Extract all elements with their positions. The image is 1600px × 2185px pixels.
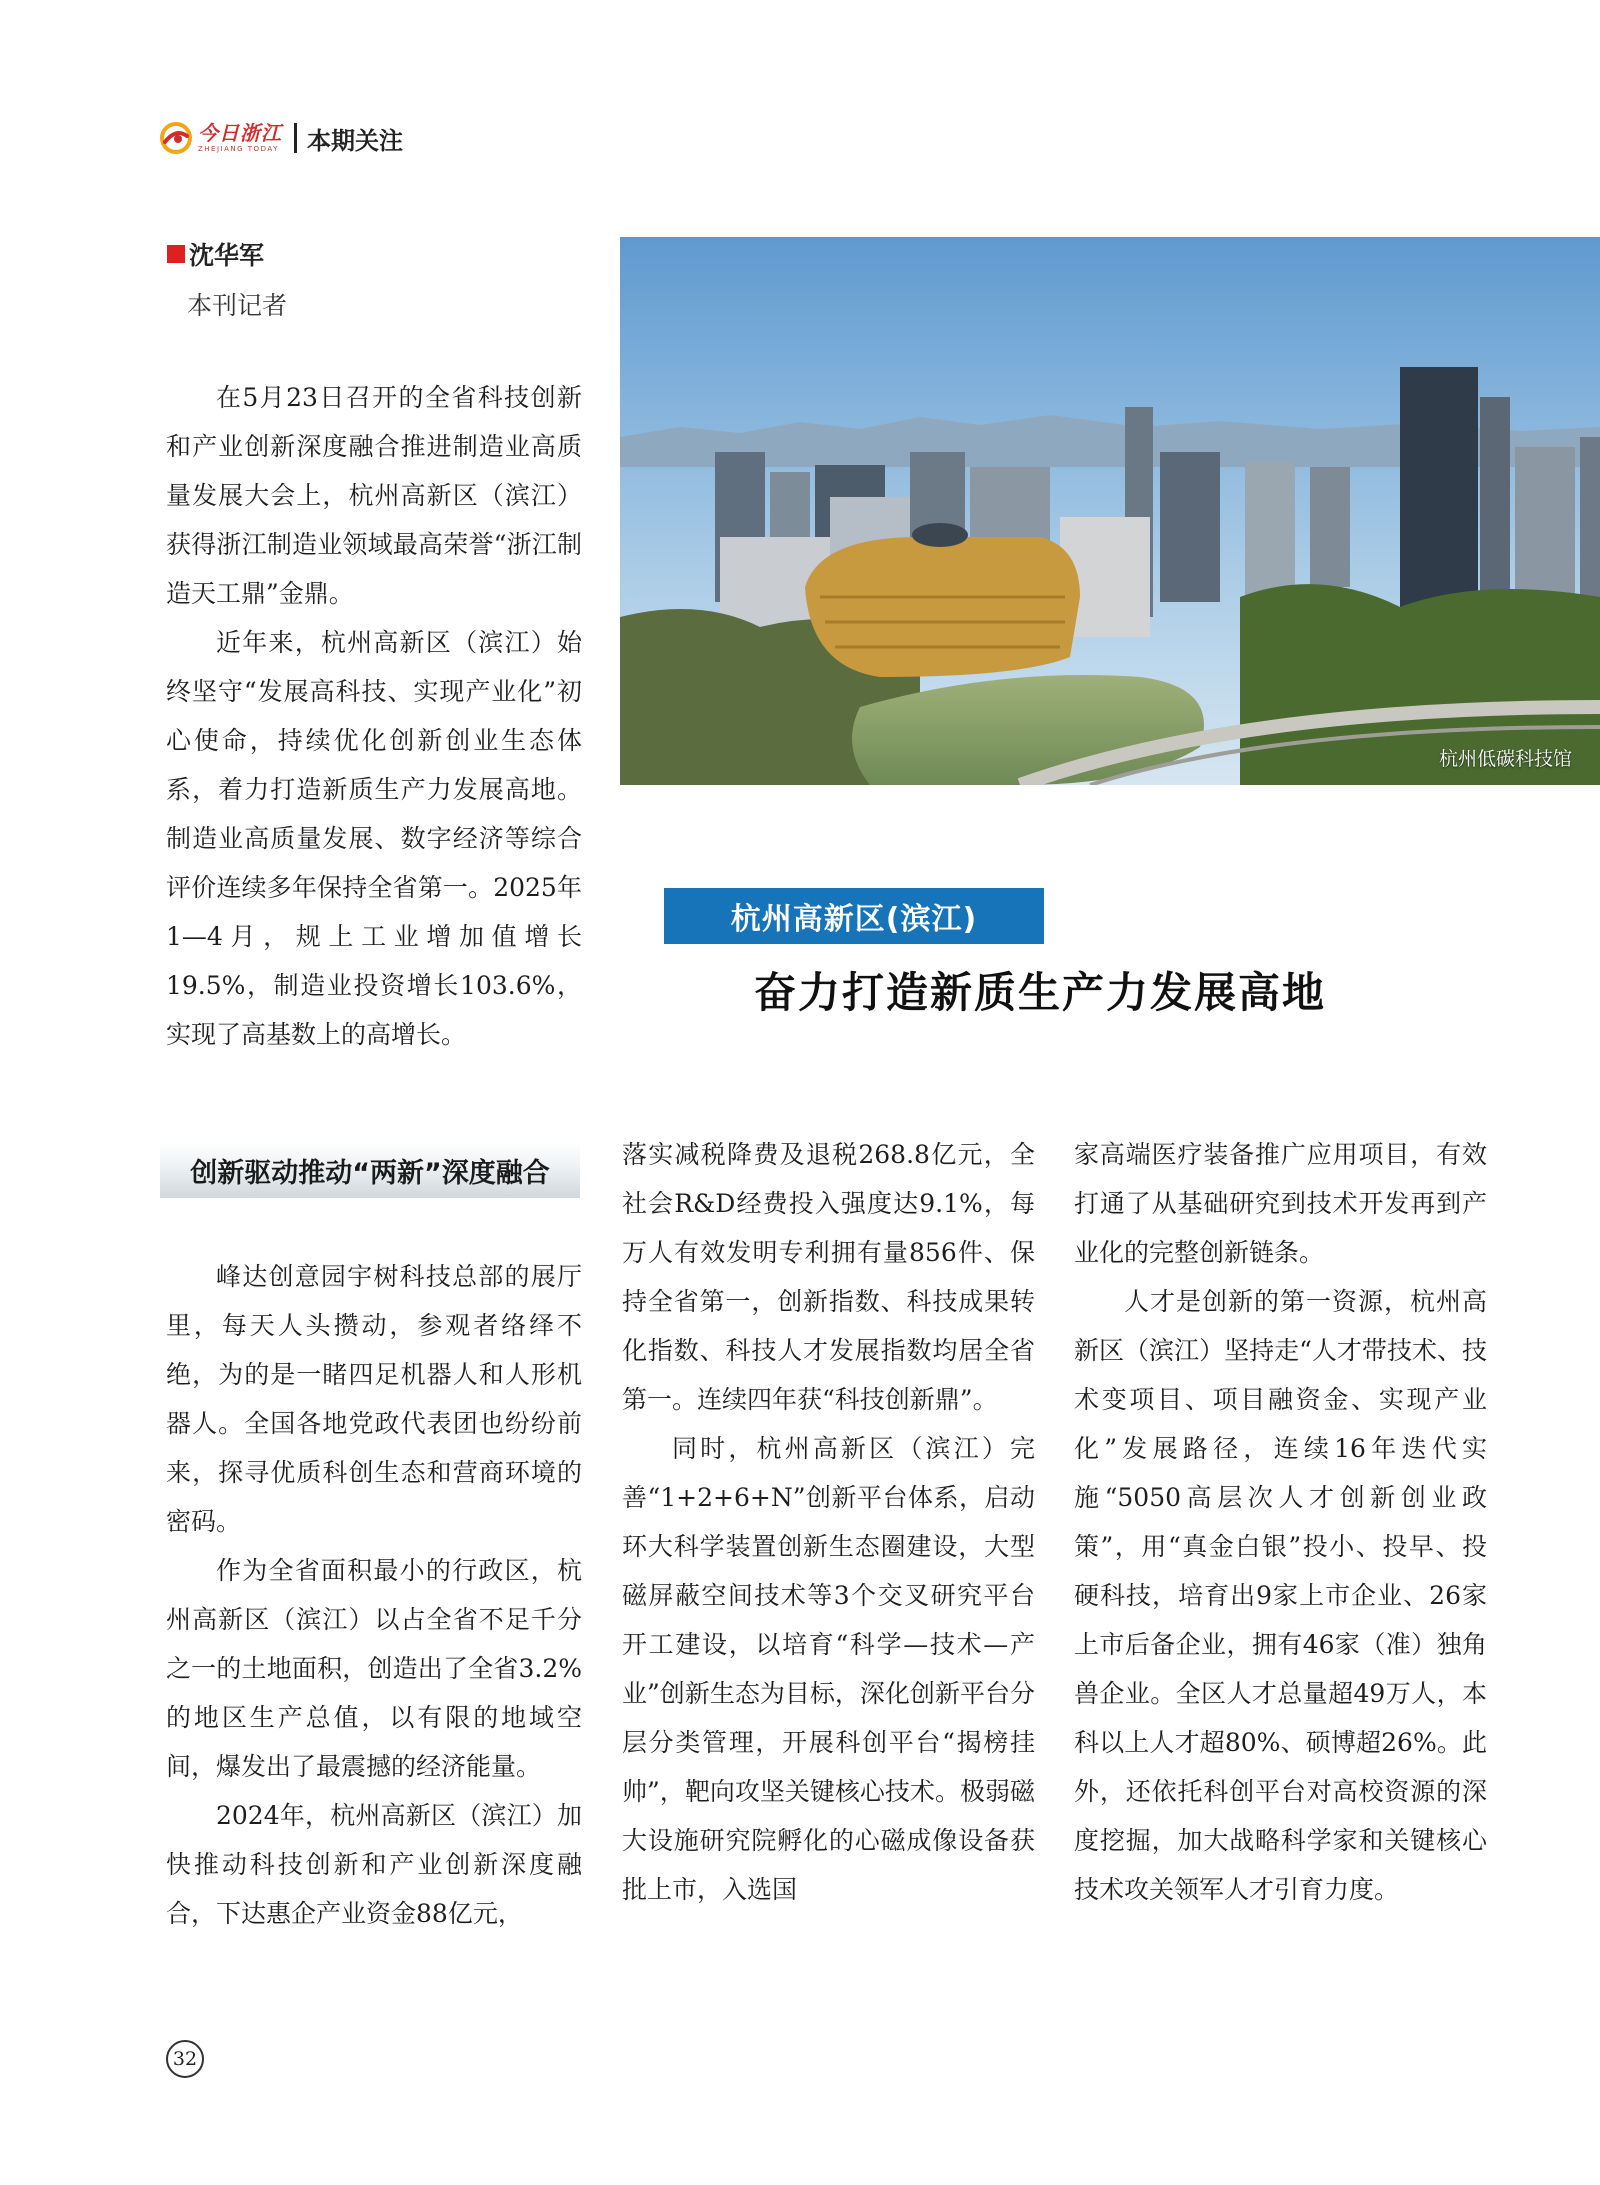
page-number: 32 (166, 2040, 204, 2078)
article-headline: 奋力打造新质生产力发展高地 (753, 968, 1326, 1017)
paragraph: 作为全省面积最小的行政区，杭州高新区（滨江）以占全省不足千分之一的土地面积，创造出了全省3.2%的地区生产总值，以有限的地域空间，爆发出了最震撼的经济能量。 (166, 1556, 582, 1781)
section-subhead: 创新驱动推动“两新”深度融合 (160, 1142, 580, 1198)
article-column-3 (1074, 1130, 1487, 1914)
city-photo (620, 237, 1600, 785)
region-banner: 杭州高新区(滨江) (664, 888, 1044, 944)
logo-swirl-icon (160, 122, 192, 154)
paragraph: 人才是创新的第一资源，杭州高新区（滨江）坚持走“人才带技术、技术变项目、项目融资金、实现产业化”发展路径，连续16年迭代实施“5050高层次人才创新创业政策”，用“真金白银”投小、投早、投硬科技，培育出9家上市企业、26家上市后备企业，拥有46家（准）独角兽企业。全区人才总量超49万人，本科以上人才超80%、硕博超26%。此外，还依托科创平台对高校资源的深度挖掘，加大战略科学家和关键核心技术攻关领军人才引育力度。 (1074, 1287, 1487, 1904)
logo-chinese-text: 今日浙江 (198, 121, 282, 145)
paragraph: 家高端医疗装备推广应用项目，有效打通了从基础研究到技术开发再到产业化的完整创新链条。 (1074, 1140, 1487, 1267)
photo-caption: 杭州低碳科技馆 (1438, 748, 1572, 770)
article-column-2 (622, 1130, 1035, 1914)
author-role: 本刊记者 (187, 291, 288, 320)
page-header (160, 118, 403, 158)
city-skyline-illustration (620, 237, 1600, 785)
magazine-logo (160, 122, 282, 154)
article-column-1-bottom (166, 1252, 582, 1938)
author-name: 沈华军 (189, 241, 265, 270)
red-square-icon (167, 245, 185, 263)
paragraph: 落实减税降费及退税268.8亿元，全社会R&D经费投入强度达9.1%，每万人有效发明专利拥有量856件、保持全省第一，创新指数、科技成果转化指数、科技人才发展指数均居全省第一。连续四年获“科技创新鼎”。 (622, 1140, 1035, 1414)
header-divider (294, 123, 297, 153)
logo-english-text: ZHEJIANG TODAY (198, 145, 279, 153)
paragraph: 近年来，杭州高新区（滨江）始终坚守“发展高科技、实现产业化”初心使命，持续优化创新创业生态体系，着力打造新质生产力发展高地。制造业高质量发展、数字经济等综合评价连续多年保持全省第一。2025年1—4月，规上工业增加值增长19.5%，制造业投资增长103.6%，实现了高基数上的高增长。 (166, 628, 582, 1049)
section-title: 本期关注 (307, 126, 403, 155)
article-column-1-top (166, 373, 582, 1059)
paragraph: 2024年，杭州高新区（滨江）加快推动科技创新和产业创新深度融合，下达惠企产业资金88亿元， (166, 1801, 582, 1928)
paragraph: 峰达创意园宇树科技总部的展厅里，每天人头攒动，参观者络绎不绝，为的是一睹四足机器人和人形机器人。全国各地党政代表团也纷纷前来，探寻优质科创生态和营商环境的密码。 (166, 1262, 582, 1536)
paragraph: 同时，杭州高新区（滨江）完善“1+2+6+N”创新平台体系，启动环大科学装置创新生态圈建设，大型磁屏蔽空间技术等3个交叉研究平台开工建设，以培育“科学—技术—产业”创新生态为目标，深化创新平台分层分类管理，开展科创平台“揭榜挂帅”，靶向攻坚关键核心技术。极弱磁大设施研究院孵化的心磁成像设备获批上市，入选国 (622, 1434, 1035, 1904)
paragraph: 在5月23日召开的全省科技创新和产业创新深度融合推进制造业高质量发展大会上，杭州高新区（滨江）获得浙江制造业领域最高荣誉“浙江制造天工鼎”金鼎。 (166, 383, 582, 608)
byline (167, 236, 287, 322)
